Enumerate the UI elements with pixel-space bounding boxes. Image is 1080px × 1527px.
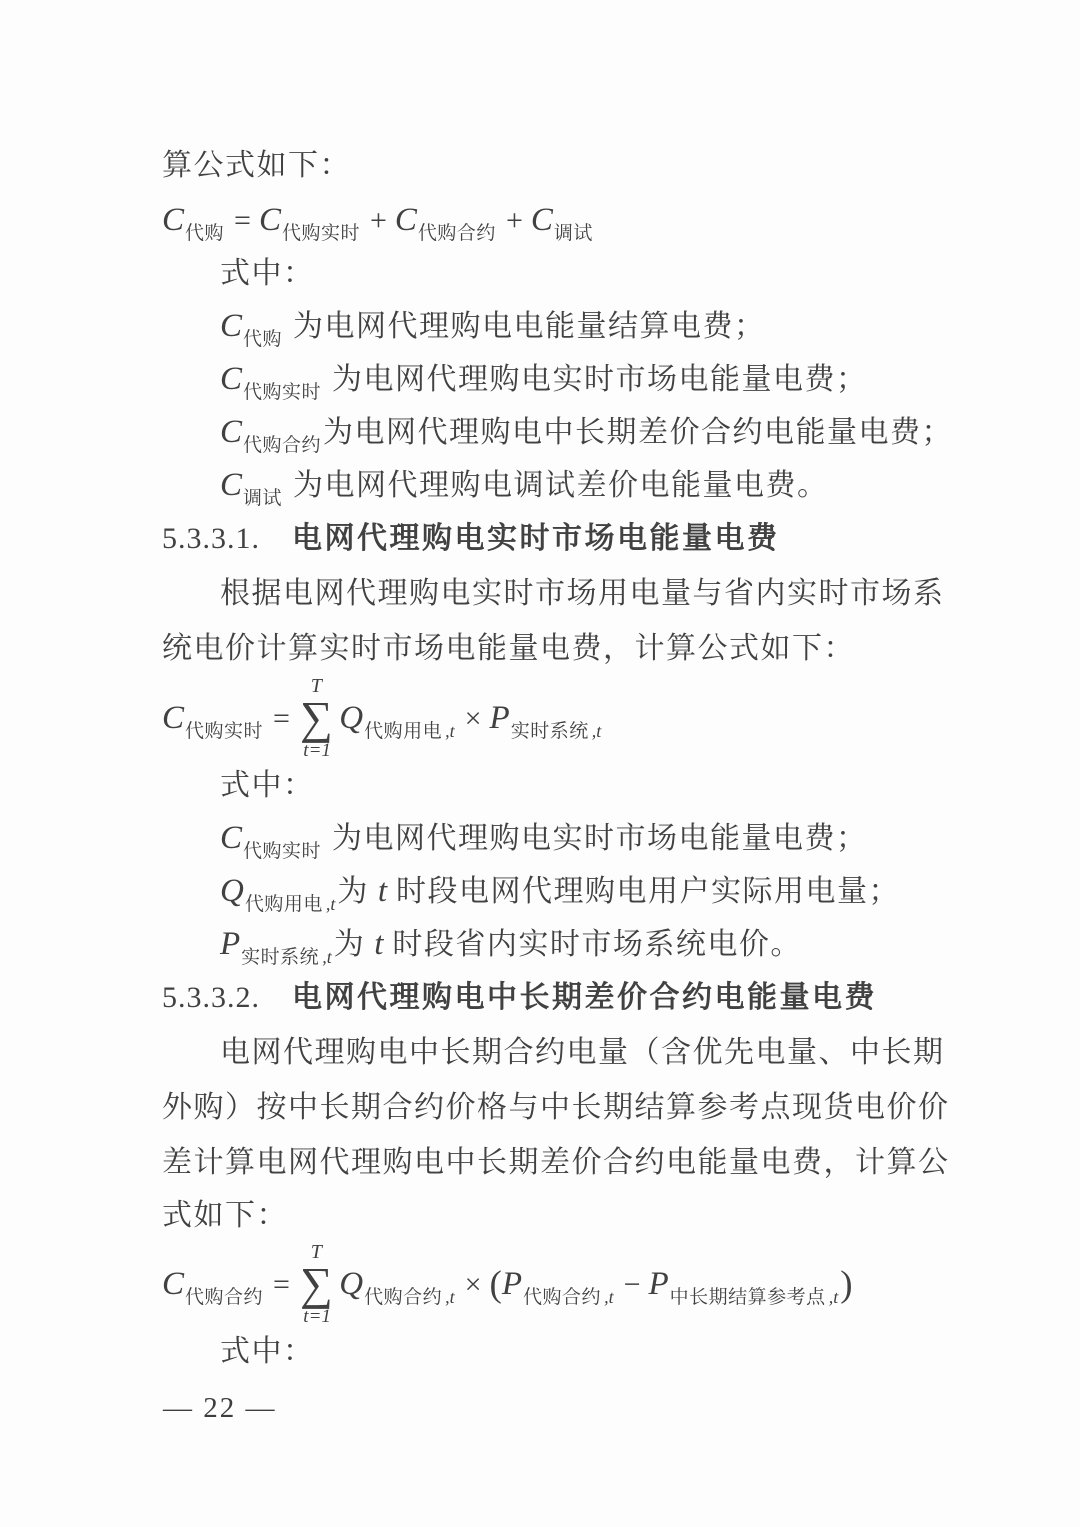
- text-run: 为电网代理购电实时市场电能量电费；: [323, 822, 868, 855]
- math-subscript: 代购合约: [185, 1287, 264, 1309]
- sigma-icon: ∑: [299, 1258, 335, 1309]
- text-line: [162, 248, 952, 300]
- text-line: [162, 1025, 952, 1080]
- text-run: 式如下：: [162, 1199, 288, 1232]
- math-variable: C: [220, 467, 243, 503]
- math-variable: C: [394, 202, 417, 238]
- text-line: [162, 865, 952, 918]
- math-operator: ×: [464, 1268, 482, 1302]
- math-operator: +: [369, 204, 387, 237]
- sum-upper-limit: T: [310, 675, 324, 697]
- math-variable: C: [162, 1266, 185, 1303]
- math-variable: Q: [220, 873, 244, 909]
- text-line: [162, 1135, 952, 1190]
- math-subscript: 代购用电: [244, 894, 323, 915]
- math-subscript: 代购实时: [243, 382, 322, 403]
- text-run: 根据电网代理购电实时市场用电量与省内实时市场系: [220, 577, 945, 610]
- sigma-icon: ∑: [299, 692, 335, 743]
- math-subscript: 调试: [243, 488, 283, 509]
- math-variable: t: [374, 926, 384, 962]
- math-subscript: 代购实时: [185, 721, 264, 743]
- math-subscript: 中长期结算参考点: [669, 1287, 826, 1309]
- text-line: [162, 1326, 952, 1378]
- text-line: [162, 406, 952, 459]
- math-paren: ): [840, 1264, 853, 1306]
- math-variable: C: [162, 700, 185, 737]
- formula-line: [162, 676, 952, 760]
- math-variable: Q: [339, 1266, 364, 1303]
- math-operator: −: [623, 1268, 641, 1302]
- text-run: 式中：: [220, 1335, 315, 1368]
- math-variable: C: [530, 202, 553, 238]
- math-variable: P: [489, 700, 510, 737]
- math-subscript: 代购: [243, 329, 283, 350]
- text-line: [162, 353, 952, 406]
- text-run: 算公式如下：: [162, 149, 351, 182]
- text-run: 式中：: [220, 769, 315, 802]
- math-operator: =: [234, 204, 251, 237]
- math-variable: C: [220, 308, 243, 344]
- text-run: 差计算电网代理购电中长期差价合约电能量电费，计算公: [162, 1146, 950, 1179]
- math-subscript: 代购合约: [417, 223, 496, 244]
- math-subscript: 代购合约: [364, 1287, 443, 1309]
- text-run: 统电价计算实时市场电能量电费，计算公式如下：: [162, 632, 855, 665]
- math-subscript: 实时系统: [510, 721, 589, 743]
- math-subscript-index: ,t: [828, 1287, 839, 1308]
- math-operator: +: [505, 204, 523, 237]
- math-variable: C: [162, 202, 185, 238]
- text-run: 为电网代理购电调试差价电能量电费。: [284, 469, 829, 502]
- math-subscript-index: ,t: [322, 947, 332, 967]
- text-run: 电网代理购电实时市场电能量电费: [292, 522, 780, 555]
- page-number: — 22 —: [163, 1392, 277, 1424]
- math-variable: P: [648, 1266, 669, 1303]
- text-line: [162, 918, 952, 971]
- math-subscript-index: ,t: [445, 1287, 455, 1308]
- math-subscript-index: ,t: [591, 721, 602, 742]
- text-run: 为电网代理购电实时市场电能量电费；: [323, 363, 868, 396]
- math-subscript-index: ,t: [325, 894, 336, 914]
- text-run: 为: [333, 928, 375, 961]
- text-line: [162, 1080, 952, 1135]
- section-heading: [162, 512, 952, 566]
- math-variable: t: [377, 873, 388, 909]
- summation-symbol: [300, 1242, 334, 1326]
- sum-lower-limit: t=1: [303, 1306, 331, 1328]
- heading-number: 5.3.3.2.: [162, 981, 260, 1014]
- math-variable: C: [220, 820, 243, 856]
- math-variable: C: [258, 202, 281, 238]
- heading-number: 5.3.3.1.: [162, 522, 260, 555]
- math-subscript: 代购实时: [243, 841, 322, 862]
- text-line: [162, 566, 952, 621]
- text-line: [162, 140, 952, 192]
- math-subscript: 调试: [553, 223, 593, 244]
- text-run: 式中：: [220, 257, 315, 290]
- text-run: 为电网代理购电中长期差价合约电能量电费；: [323, 416, 954, 449]
- text-run: 电网代理购电中长期差价合约电能量电费: [292, 981, 877, 1014]
- math-subscript: 代购合约: [243, 435, 322, 456]
- math-variable: C: [220, 414, 243, 450]
- math-variable: P: [220, 926, 241, 962]
- text-line: [162, 1190, 952, 1242]
- text-run: 为电网代理购电电能量结算电费；: [284, 310, 766, 343]
- math-subscript-index: ,t: [604, 1287, 614, 1308]
- math-operator: ×: [464, 702, 482, 736]
- math-subscript: 代购合约: [523, 1287, 602, 1309]
- math-paren: (: [489, 1264, 502, 1306]
- document-body: [162, 140, 952, 1378]
- sum-lower-limit: t=1: [303, 740, 331, 762]
- text-line: [162, 812, 952, 865]
- text-run: 时段电网代理购电用户实际用电量；: [387, 875, 901, 908]
- text-run: 时段省内实时市场系统电价。: [383, 928, 802, 961]
- text-line: [162, 300, 952, 353]
- text-line: [162, 459, 952, 512]
- text-run: 为: [337, 875, 378, 908]
- math-subscript-index: ,t: [445, 721, 455, 742]
- section-heading: [162, 971, 952, 1025]
- text-line: [162, 760, 952, 812]
- math-subscript: 代购: [185, 223, 225, 244]
- math-subscript: 代购用电: [364, 721, 443, 743]
- formula-line: [162, 1242, 952, 1326]
- math-variable: C: [220, 361, 243, 397]
- formula-line: [162, 192, 952, 248]
- math-subscript: 代购实时: [281, 223, 360, 244]
- sum-upper-limit: T: [310, 1241, 324, 1263]
- summation-symbol: [300, 676, 334, 760]
- text-run: 电网代理购电中长期合约电量（含优先电量、中长期: [220, 1036, 945, 1069]
- math-operator: =: [273, 702, 290, 736]
- math-subscript: 实时系统: [241, 947, 320, 968]
- math-variable: P: [501, 1266, 523, 1303]
- math-variable: Q: [339, 700, 364, 737]
- math-operator: =: [273, 1268, 290, 1302]
- text-line: [162, 621, 952, 676]
- text-run: 外购）按中长期合约价格与中长期结算参考点现货电价价: [162, 1091, 950, 1124]
